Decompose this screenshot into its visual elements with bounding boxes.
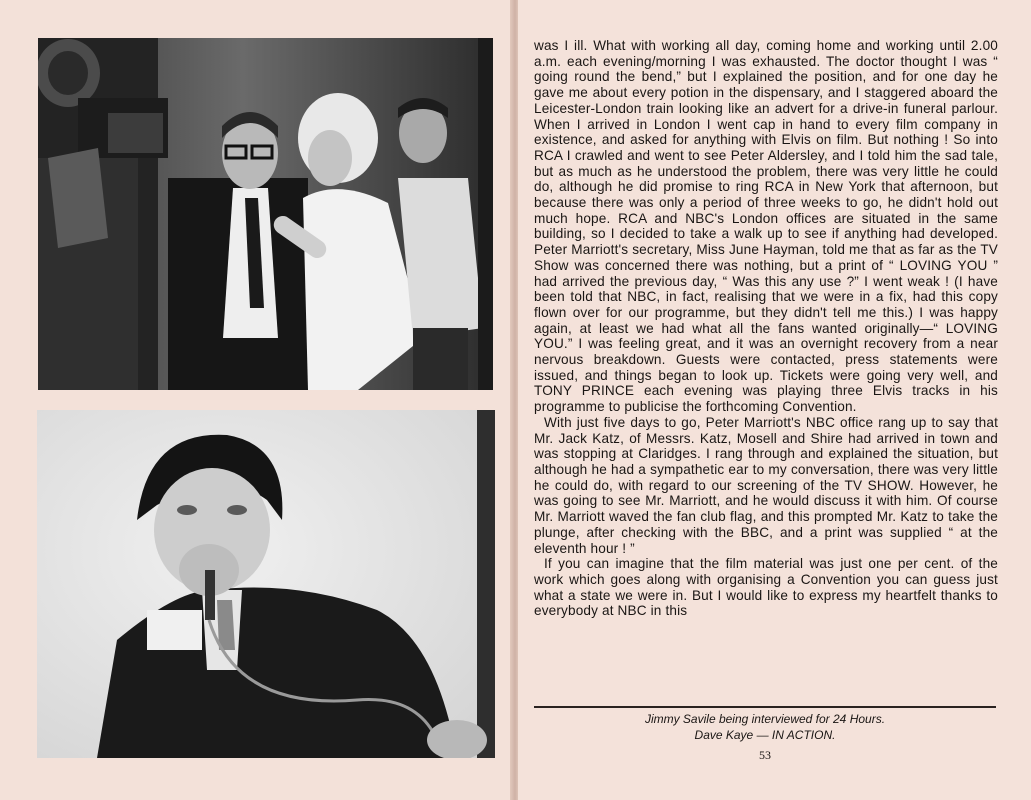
caption-divider <box>534 706 996 708</box>
article-paragraph: was I ill. What with working all day, coming home and working until 2.00 a.m. each evening/morning I was exhausted. The doctor thought I was “ going round the bend,” but I explained the position, and for one day he gave me about every potion in the dispensary, and I staggered aboard the Leicester-London train looking like an advert for a drive-in funeral parlour. When I arrived in London I went cap in hand to every film company in existence, and asked for anything with Elvis on film. But nothing ! So into RCA I crawled and went to see Peter Aldersley, and I told him the sad tale, but as much as he understood the problem, there was very little he could do, although he did promise to ring RCA in New York that afternoon, but because there was only a period of three weeks to go, he didn't hold out much hope. RCA and NBC's London offices are situated in the same building, so I decided to take a walk up to see if anything had developed. Peter Marriott's secretary, Miss June Hayman, told me that as far as the TV Show was concerned there was nothing, but a print of “ LOVING YOU ” had arrived the previous day, “ Was this any use ?” I went weak ! (I have been told that NBC, in fact, realising that we were in a fix, had this copy flown over for our programme, but they didn't tell me this.) I was happy again, at least we had what all the fans wanted originally—“ LOVING YOU.” I was feeling great, and it was an overnight recovery from a near nervous breakdown. Guests were contacted, press statements were issued, and things began to look up. Tickets were going very well, and TONY PRINCE each evening was playing three Elvis tracks in his programme to publicise the forthcoming Convention. <box>534 38 998 415</box>
article-body <box>534 38 998 619</box>
article-paragraph: If you can imagine that the film material was just one per cent. of the work which goes along with organising a Convention you can guess just what a state we were in. But I would like to express my heartfelt thanks to everybody at NBC in this <box>534 556 998 619</box>
interview-photo-image <box>38 38 493 390</box>
interview-photo <box>38 38 493 390</box>
speaker-photo <box>37 410 495 758</box>
photo-caption <box>534 711 996 743</box>
article-paragraph: With just five days to go, Peter Marriott's NBC office rang up to say that Mr. Jack Katz, of Messrs. Katz, Mosell and Shire had arrived in town and was stopping at Claridges. I rang through and explained the situation, but although he had a sympathetic ear to my conversation, there was very little he could do, with regard to our screening of the TV SHOW. However, he was going to see Mr. Marriott, and he would discuss it with him. Of course Mr. Marriott waved the fan club flag, and this prompted Mr. Katz to take the plunge, after checking with the BBC, and a print was supplied “ at the eleventh hour ! ” <box>534 414 998 556</box>
caption-line-bottom-photo: Dave Kaye — IN ACTION. <box>694 728 836 742</box>
page-number: 53 <box>759 748 771 762</box>
caption-line-top-photo: Jimmy Savile being interviewed for 24 Hours. <box>644 712 886 726</box>
speaker-photo-image <box>37 410 495 758</box>
